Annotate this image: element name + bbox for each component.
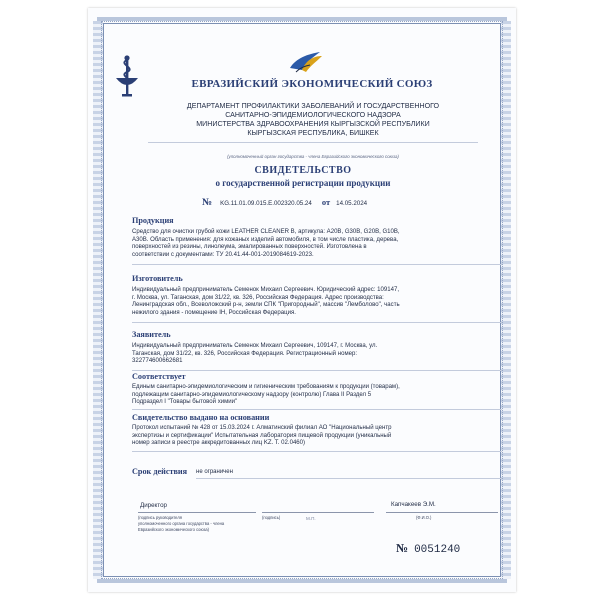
department-line: МИНИСТЕРСТВА ЗДРАВООХРАНЕНИЯ КЫРГЫЗСКОЙ РЕСПУБЛИКИ — [196, 120, 430, 128]
caption-line: уполномоченного органа государства - члена — [138, 521, 225, 526]
eaeu-emblem-icon — [286, 48, 324, 76]
caption-line: (подпись руководителя — [138, 515, 182, 520]
applicant-line: Индивидуальный предприниматель Семенок Михаил Сергеевич, 109147, г. Москва, ул. — [132, 343, 378, 349]
signature-caption-role — [138, 515, 258, 533]
conforms-label: Соответствует — [132, 372, 186, 381]
product-line: соответствии с документами: ТУ 20.41.44-001-2019084619-2023. — [132, 251, 314, 258]
caption-line: Евразийского экономического союза) — [138, 527, 210, 532]
certificate-number-row — [202, 197, 367, 208]
signature-caption-sign: (подпись) — [262, 515, 281, 520]
conforms-line: Единым санитарно-эпидемиологическим и гигиеническим требованиям к продукции (товарам), — [132, 384, 400, 390]
divider — [196, 478, 502, 479]
product-line: Средство для очистки грубой кожи LEATHER CLEANER B, артикула: A20B, G30B, G20B, G10B, — [132, 229, 400, 235]
number-symbol: № — [202, 197, 213, 208]
certificate-title: СВИДЕТЕЛЬСТВО — [254, 165, 352, 176]
conforms-line: подлежащим санитарно-эпидемиологическому надзору (контролю) Глава II Раздел 5 — [132, 391, 372, 398]
product-line: поверхностей из резины, линолеума, эмалированных поверхностей. Изготовлена в — [132, 244, 367, 251]
manufacturer-label: Изготовитель — [132, 274, 183, 283]
divider — [132, 370, 502, 371]
manufacturer-line: нежилого здания - помещение IH, Российская Федерация. — [132, 309, 296, 316]
manufacturer-line: Индивидуальный предприниматель Семенок Михаил Сергеевич. Юридический адрес: 109147, — [132, 287, 400, 293]
certificate-date: 14.05.2024 — [336, 200, 368, 207]
applicant-line: 322774600662681 — [132, 358, 183, 365]
basis-line: Протокол испытаний № 428 от 15.03.2024 г. Алматинский филиал АО "Национальный центр — [132, 425, 392, 431]
basis-line: номер записи в реестре аккредитованных лиц KZ. T. 02.0460) — [132, 440, 306, 447]
department-line: КЫРГЫЗСКАЯ РЕСПУБЛИКА, БИШКЕК — [247, 129, 379, 137]
authority-note: (уполномоченный орган государства - члена Евразийского экономического союза) — [227, 154, 399, 159]
signatory-role: Директор — [140, 502, 167, 509]
signature-line-name — [386, 512, 498, 513]
conforms-line: Подраздел I "Товары бытовой химии" — [132, 399, 238, 406]
basis-text — [132, 425, 502, 448]
department-line: САНИТАРНО-ЭПИДЕМИОЛОГИЧЕСКОГО НАДЗОРА — [225, 111, 401, 119]
signature-line-sign — [262, 512, 374, 513]
divider — [148, 142, 478, 143]
manufacturer-line: Ленинградская обл., Всеволожский р-н, земли СПК "Пригородный", массив "Лемболово", часть — [132, 302, 400, 309]
product-label: Продукция — [132, 216, 174, 225]
manufacturer-line: г. Москва, ул. Таганская, дом 31/22, кв. 326, Российская Федерация. Адрес производства: — [132, 294, 384, 301]
divider — [132, 322, 502, 323]
signatory-name: Капчакеев Э.М. — [391, 501, 436, 508]
applicant-text — [132, 343, 502, 366]
date-prefix: от — [321, 197, 331, 207]
product-text — [132, 229, 502, 259]
serial-number-row — [396, 541, 460, 556]
serial-number: 0051240 — [414, 544, 461, 556]
certificate-subtitle: о государственной регистрации продукции — [215, 178, 391, 188]
divider — [132, 451, 502, 452]
certificate-sheet — [88, 8, 516, 592]
basis-line: экспертизы и сертификации" Испытательная лаборатория пищевой продукции (уникальный — [132, 432, 392, 439]
serial-symbol: № — [396, 541, 409, 555]
validity-label: Срок действия — [132, 467, 188, 476]
stamp-mark: М.П. — [306, 516, 316, 521]
department-block — [148, 102, 478, 138]
applicant-line: Таганская, дом 31/22, кв. 326, Российская Федерация. Регистрационный номер: — [132, 350, 358, 357]
certificate-number: KG.11.01.09.015.E.002320.05.24 — [220, 200, 312, 207]
signature-caption-name: (Ф.И.О.) — [416, 515, 432, 520]
applicant-label: Заявитель — [132, 330, 171, 339]
basis-label: Свидетельство выдано на основании — [132, 413, 270, 422]
signature-line-role — [138, 512, 256, 513]
caduceus-emblem-icon — [110, 52, 144, 98]
conforms-text — [132, 384, 502, 407]
department-line: ДЕПАРТАМЕНТ ПРОФИЛАКТИКИ ЗАБОЛЕВАНИЙ И ГОСУДАРСТВЕННОГО — [186, 102, 440, 110]
divider — [132, 264, 502, 265]
union-title: ЕВРАЗИЙСКИЙ ЭКОНОМИЧЕСКИЙ СОЮЗ — [191, 78, 433, 90]
product-line: A30B. Область применения: для кожаных изделий автомобиля, в том числе пластика, дерева, — [132, 236, 399, 243]
divider — [132, 409, 502, 410]
validity-value: не ограничен — [196, 469, 233, 475]
manufacturer-text — [132, 287, 502, 317]
